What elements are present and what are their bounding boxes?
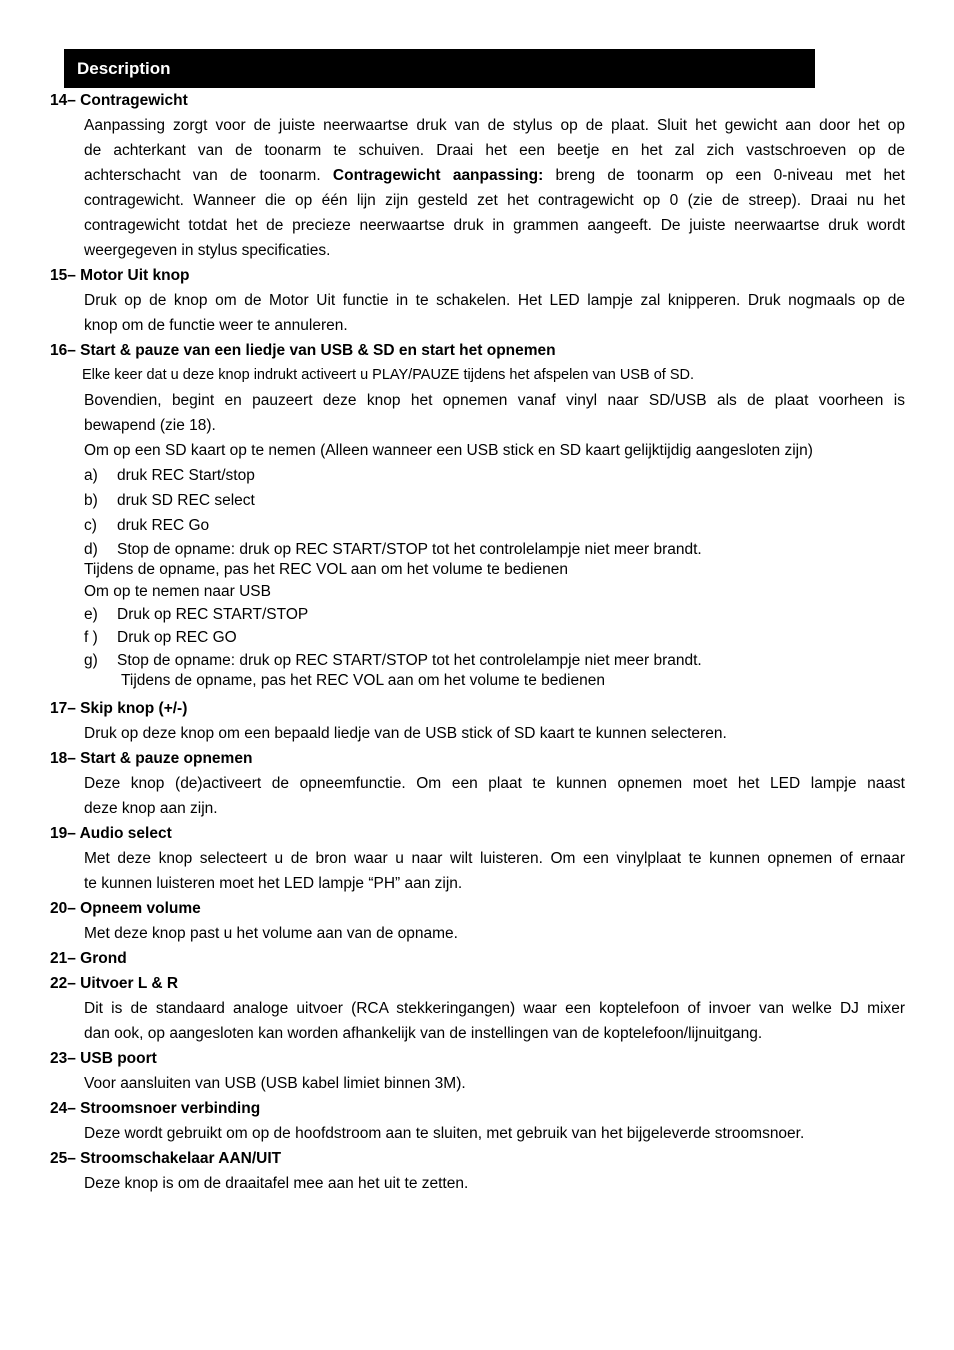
- item-14-text-line: weergegeven in stylus specificaties.: [84, 242, 331, 259]
- list-text: Stop de opname: druk op REC START/STOP tot het controlelampje niet meer brandt.: [117, 652, 702, 669]
- item-20-text-line: Met deze knop past u het volume aan van de opname.: [84, 925, 458, 942]
- item-16-text-line: Om op te nemen naar USB: [84, 583, 271, 600]
- list-text: Druk op REC START/STOP: [117, 606, 309, 623]
- item-19-text-line: te kunnen luisteren moet het LED lampje “PH” aan zijn.: [84, 875, 463, 892]
- item-15-text-line: Druk op de knop om de Motor Uit functie in te schakelen. Het LED lampje zal knipperen. Druk nogmaals op de: [84, 292, 905, 309]
- list-text: druk SD REC select: [117, 492, 255, 509]
- item-25-heading: 25– Stroomschakelaar AAN/UIT: [50, 1150, 282, 1167]
- list-item-e: [84, 605, 308, 624]
- item-16-text-line: Om op een SD kaart op te nemen (Alleen wanneer een USB stick en SD kaart gelijktijdig aangesloten zijn): [84, 442, 813, 459]
- bold-term: Contragewicht aanpassing:: [332, 167, 544, 184]
- list-marker: e): [84, 606, 98, 623]
- item-16-text-line: Bovendien, begint en pauzeert deze knop het opnemen vanaf vinyl naar SD/USB als de plaat voorheen is: [84, 392, 905, 409]
- item-17-text-line: Druk op deze knop om een bepaald liedje van de USB stick of SD kaart te kunnen selecteren.: [84, 725, 727, 742]
- list-marker: c): [84, 517, 97, 534]
- list-item-g: [84, 651, 702, 670]
- item-16-text-line: bewapend (zie 18).: [84, 417, 216, 434]
- list-marker: b): [84, 492, 98, 509]
- item-16-text-line: Tijdens de opname, pas het REC VOL aan om het volume te bedienen: [84, 561, 568, 578]
- item-22-text-line: Dit is de standaard analoge uitvoer (RCA stekkeringangen) waar een koptelefoon of invoer van welke DJ mixer: [84, 1000, 905, 1017]
- item-14-text-line: de achterkant van de toonarm te schuiven. Draai het een beetje en het zal zich vastschroeven op de: [84, 142, 905, 159]
- item-14-text-line: [84, 166, 905, 185]
- item-15-heading: 15– Motor Uit knop: [50, 267, 190, 284]
- item-19-heading: 19– Audio select: [50, 825, 172, 842]
- item-23-text-line: Voor aansluiten van USB (USB kabel limiet binnen 3M).: [84, 1075, 466, 1092]
- item-16-text-line: Elke keer dat u deze knop indrukt activeert u PLAY/PAUZE tijdens het afspelen van USB of SD.: [82, 367, 695, 383]
- item-18-text-line: Deze knop (de)activeert de opneemfunctie. Om een plaat te kunnen opnemen moet het LED lampje naast: [84, 775, 905, 792]
- item-24-text-line: Deze wordt gebruikt om op de hoofdstroom aan te sluiten, met gebruik van het bijgeleverde stroomsnoer.: [84, 1125, 805, 1142]
- section-header: [64, 49, 815, 88]
- item-18-heading: 18– Start & pauze opnemen: [50, 750, 253, 767]
- item-14-text-line: contragewicht totdat het de precieze neerwaartse druk in grammen aangeeft. De juiste neerwaartse druk wordt: [84, 217, 905, 234]
- item-15-text-line: knop om de functie weer te annuleren.: [84, 317, 348, 334]
- item-22-text-line: dan ook, op aangesloten kan worden afhankelijk van de instellingen van de koptelefoon/lijnuitgang.: [84, 1025, 763, 1042]
- item-25-text-line: Deze knop is om de draaitafel mee aan het uit te zetten.: [84, 1175, 469, 1192]
- text-run: achterschacht van de toonarm.: [84, 167, 321, 184]
- list-marker: g): [84, 652, 98, 669]
- list-item-b: [84, 491, 255, 510]
- item-16-text-line: Tijdens de opname, pas het REC VOL aan om het volume te bedienen: [121, 672, 605, 689]
- list-item-f: [84, 628, 237, 647]
- item-14-heading: 14– Contragewicht: [50, 92, 188, 109]
- list-marker: d): [84, 541, 98, 558]
- item-14-text-line: contragewicht. Wanneer die op één lijn zijn gesteld zet het contragewicht op 0 (zie de streep). Draai nu het: [84, 192, 905, 209]
- list-item-c: [84, 516, 209, 535]
- item-21-heading: 21– Grond: [50, 950, 127, 967]
- list-item-a: [84, 466, 255, 485]
- item-18-text-line: deze knop aan zijn.: [84, 800, 218, 817]
- list-text: druk REC Go: [117, 517, 210, 534]
- item-23-heading: 23– USB poort: [50, 1050, 157, 1067]
- item-22-heading: 22– Uitvoer L & R: [50, 975, 179, 992]
- item-20-heading: 20– Opneem volume: [50, 900, 201, 917]
- section-title: Description: [77, 59, 171, 78]
- list-text: druk REC Start/stop: [117, 467, 255, 484]
- item-19-text-line: Met deze knop selecteert u de bron waar u naar wilt luisteren. Om een vinylplaat te kunnen opnemen of ernaar: [84, 850, 905, 867]
- item-24-heading: 24– Stroomsnoer verbinding: [50, 1100, 261, 1117]
- text-run: breng de toonarm op een 0-niveau met het: [555, 167, 905, 184]
- item-16-heading: 16– Start & pauze van een liedje van USB & SD en start het opnemen: [50, 342, 556, 359]
- list-text: Druk op REC GO: [117, 629, 237, 646]
- list-marker: f ): [84, 629, 98, 646]
- list-item-d: [84, 540, 702, 559]
- list-text: Stop de opname: druk op REC START/STOP tot het controlelampje niet meer brandt.: [117, 541, 702, 558]
- item-14-text-line: Aanpassing zorgt voor de juiste neerwaartse druk van de stylus op de plaat. Sluit het gewicht aan door het op: [84, 117, 905, 134]
- item-17-heading: 17– Skip knop (+/-): [50, 700, 188, 717]
- list-marker: a): [84, 467, 98, 484]
